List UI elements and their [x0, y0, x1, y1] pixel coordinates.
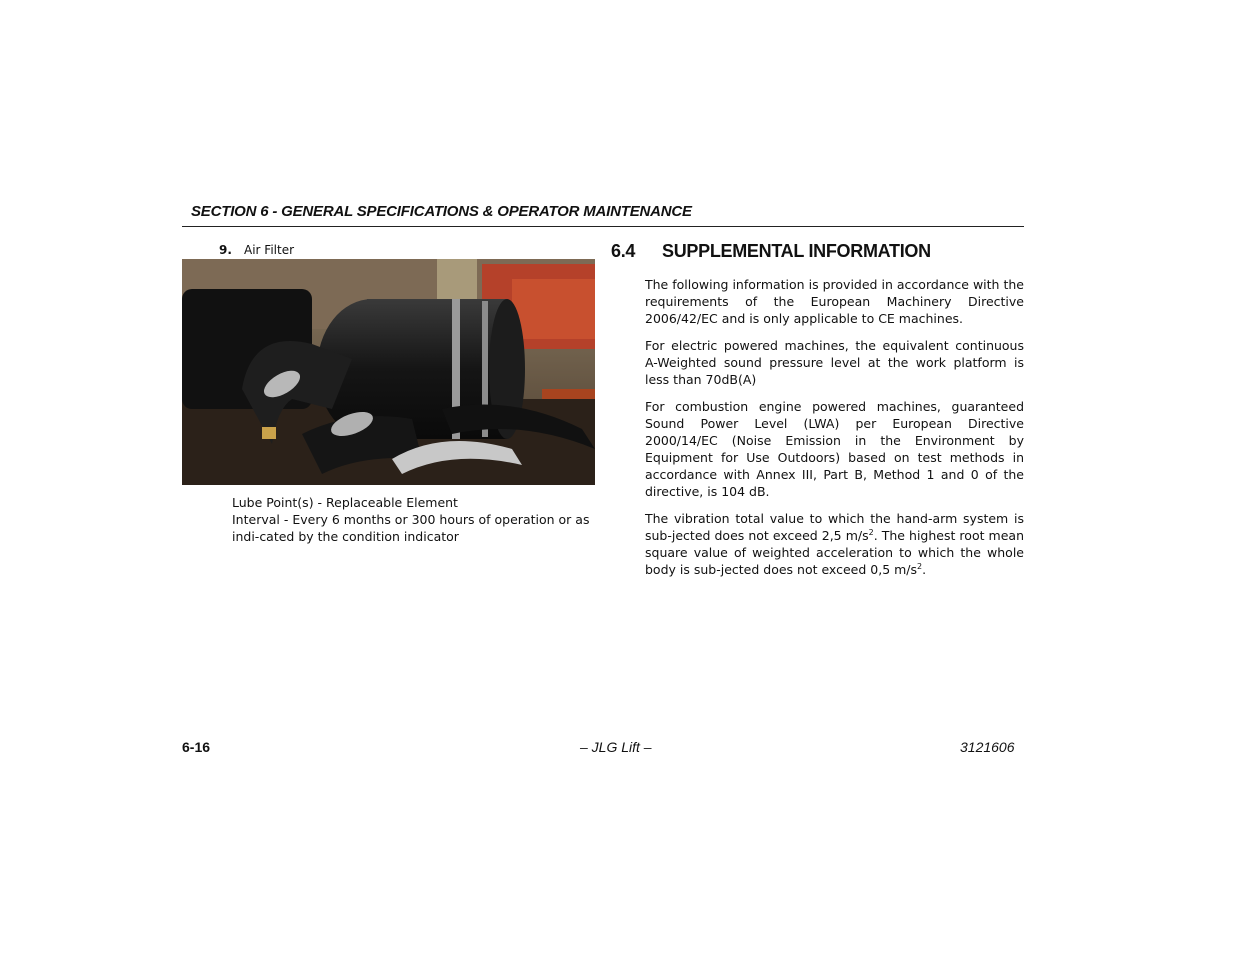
page-number: 6-16	[182, 739, 211, 755]
superscript: 2	[917, 561, 923, 571]
step-label: Air Filter	[244, 243, 295, 257]
step-heading	[219, 243, 294, 257]
footer-brand: – JLG Lift –	[580, 739, 652, 755]
vibration-text-2: . The highest root mean square value of weighted acceleration to which the whole body is sub-jected does not exceed 0,5 m/s	[645, 528, 1024, 577]
header-rule	[182, 226, 1024, 227]
paragraph-combustion: For combustion engine powered machines, guaranteed Sound Power Level (LWA) per European Directive 2000/14/EC (Noise Emission in the Environment by Equipment for Use Outdoors) based on test methods in accordance with Annex III, Part B, Method 1 and 0 of the directive, is 104 dB.	[645, 399, 1024, 499]
vibration-text-1: The vibration total value to which the hand-arm system is sub-jected does not exceed 2,5 m/s	[645, 511, 1024, 543]
air-filter-photo	[182, 259, 595, 485]
section-title-text: SUPPLEMENTAL INFORMATION	[662, 241, 931, 261]
caption-interval: Interval - Every 6 months or 300 hours of operation or as indi-cated by the condition indicator	[232, 512, 590, 544]
section-title	[611, 241, 931, 262]
section-header: SECTION 6 - GENERAL SPECIFICATIONS & OPERATOR MAINTENANCE	[191, 203, 692, 220]
section-number: 6.4	[611, 241, 636, 261]
photo-caption	[232, 494, 595, 545]
paragraph-directive: The following information is provided in accordance with the requirements of the European Machinery Directive 2006/42/EC and is only applicable to CE machines.	[645, 277, 1024, 326]
step-number: 9.	[219, 243, 232, 257]
caption-lube-point: Lube Point(s) - Replaceable Element	[232, 495, 458, 510]
superscript: 2	[868, 527, 874, 537]
paragraph-electric: For electric powered machines, the equivalent continuous A-Weighted sound pressure level at the work platform is less than 70dB(A)	[645, 338, 1024, 387]
document-number: 3121606	[960, 739, 1015, 755]
paragraph-vibration	[645, 510, 1024, 578]
body-text	[645, 276, 1024, 588]
vibration-text-3: .	[922, 562, 927, 577]
